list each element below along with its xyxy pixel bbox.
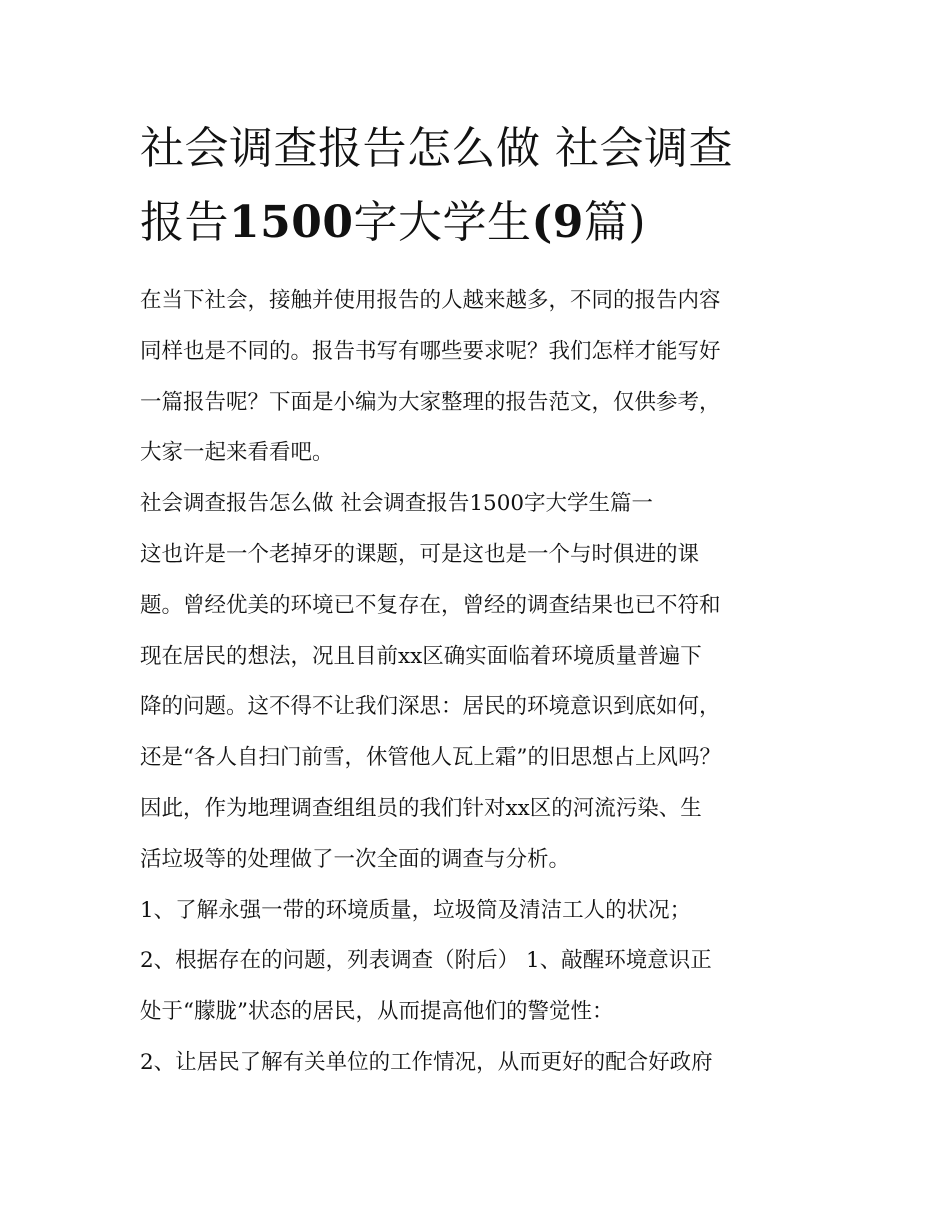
document-body xyxy=(140,276,820,1089)
body-line: 这也许是一个老掉牙的课题，可是这也是一个与时俱进的课 xyxy=(140,541,700,567)
list-item: 1、了解永强一带的环境质量，垃圾筒及清洁工人的状况； xyxy=(140,897,692,923)
title-line-2-number: 1500 xyxy=(229,197,354,248)
title-line-2 xyxy=(140,186,820,260)
list-item: 2、让居民了解有关单位的工作情况，从而更好的配合好政府 xyxy=(140,1049,713,1075)
list-item: 2、根据存在的问题，列表调查（附后） 1、敲醒环境意识正 xyxy=(140,948,712,974)
title-line-1: 社会调查报告怎么做 社会调查 xyxy=(140,123,733,174)
body-line: 同样也是不同的。报告书写有哪些要求呢？我们怎样才能写好 xyxy=(140,338,721,364)
body-line: 还是“各人自扫门前雪，休管他人瓦上霜”的旧思想占上风吗？ xyxy=(140,745,721,771)
title-line-2-e: 篇) xyxy=(583,197,647,248)
body-line: 因此，作为地理调查组组员的我们针对xx区的河流污染、生 xyxy=(140,795,702,821)
body-line: 题。曾经优美的环境已不复存在，曾经的调查结果也已不符和 xyxy=(140,592,721,618)
body-line: 大家一起来看看吧。 xyxy=(140,440,334,466)
document-title xyxy=(140,112,820,260)
body-line: 一篇报告呢？下面是小编为大家整理的报告范文，仅供参考， xyxy=(140,389,721,415)
title-line-2-count: (9 xyxy=(531,197,584,248)
body-line: 降的问题。这不得不让我们深思：居民的环境意识到底如何， xyxy=(140,694,721,720)
title-line-2-c: 字大学生 xyxy=(353,197,532,248)
section-heading: 社会调查报告怎么做 社会调查报告1500字大学生篇一 xyxy=(140,491,654,517)
body-line: 活垃圾等的处理做了一次全面的调查与分析。 xyxy=(140,846,571,872)
body-line: 在当下社会，接触并使用报告的人越来越多，不同的报告内容 xyxy=(140,288,721,313)
document-content xyxy=(140,112,820,1089)
body-line: 处于“朦胧”状态的居民，从而提高他们的警觉性： xyxy=(140,999,614,1025)
body-line: 现在居民的想法，况且目前xx区确实面临着环境质量普遍下 xyxy=(140,643,702,669)
title-line-2-a: 报告 xyxy=(140,197,229,248)
